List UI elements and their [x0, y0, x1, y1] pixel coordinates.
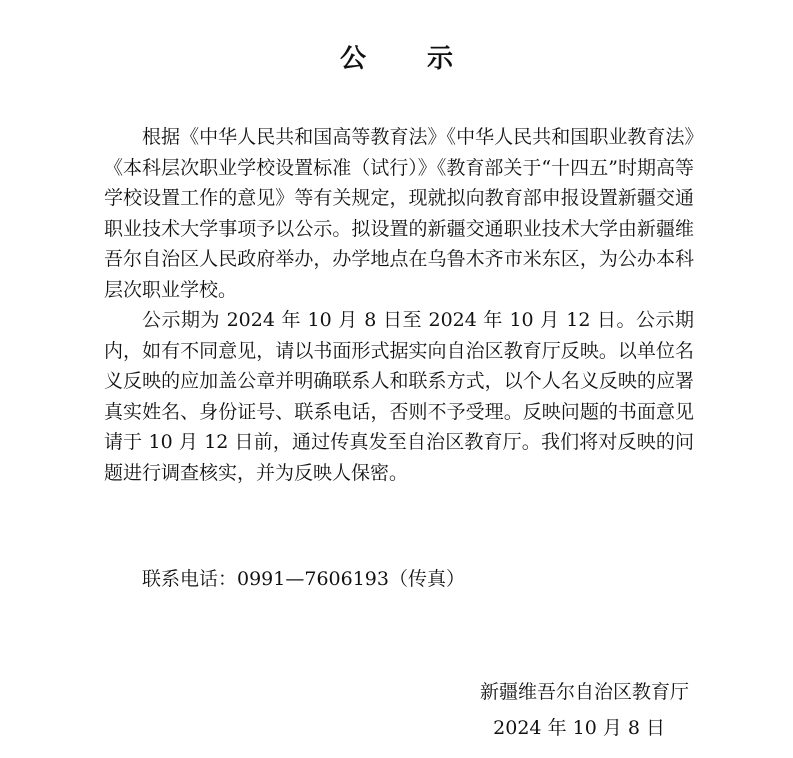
issue-date: 2024 年 10 月 8 日 — [493, 717, 665, 739]
paragraph-basis: 根据《中华人民共和国高等教育法》《中华人民共和国职业教育法》《本科层次职业学校设置标准（试行）》《教育部关于“十四五”时期高等学校设置工作的意见》等有关规定，现就拟向教育部申报设置新疆交通职业技术大学事项予以公示。拟设置的新疆交通职业技术大学由新疆维吾尔自治区人民政府举办，办学地点在乌鲁木齐市米东区，为公办本科层次职业学校。 — [104, 126, 694, 301]
paragraph-public-period: 公示期为 2024 年 10 月 8 日至 2024 年 10 月 12 日。公示期内，如有不同意见，请以书面形式据实向自治区教育厅反映。以单位名义反映的应加盖公章并明确联系人和联系方式，以个人名义反映的应署真实姓名、身份证号、联系电话，否则不予受理。反映问题的书面意见请于 10 月 12 日前，通过传真发至自治区教育厅。我们将对反映的问题进行调查核实，并为反映人保密。 — [104, 309, 694, 484]
notice-title: 公 示 — [339, 44, 480, 74]
contact-phone: 联系电话：0991—7606193（传真） — [142, 568, 465, 590]
notice-body — [104, 122, 694, 488]
issuer-name: 新疆维吾尔自治区教育厅 — [479, 681, 689, 703]
